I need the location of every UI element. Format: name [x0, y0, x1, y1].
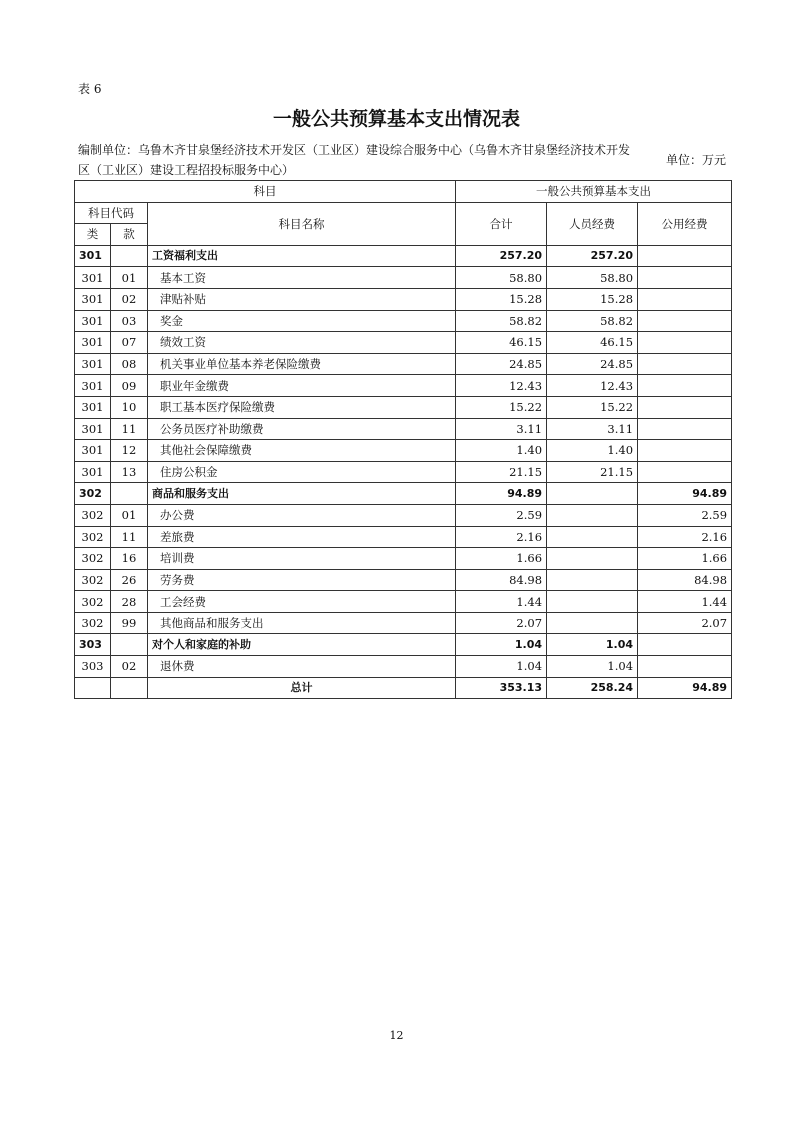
row-public	[638, 332, 732, 354]
row-kuan: 13	[111, 461, 148, 483]
row-subject-name: 工会经费	[148, 591, 456, 613]
row-lei: 301	[75, 310, 111, 332]
row-subject-name: 津贴补贴	[148, 288, 456, 310]
row-personnel: 15.28	[547, 288, 638, 310]
unit-label: 单位：万元	[666, 153, 727, 167]
row-kuan: 11	[111, 526, 148, 548]
row-subject-name: 绩效工资	[148, 332, 456, 354]
row-lei: 302	[75, 504, 111, 526]
row-personnel: 15.22	[547, 396, 638, 418]
row-total: 1.40	[456, 440, 547, 462]
row-personnel	[547, 591, 638, 613]
row-total: 94.89	[456, 483, 547, 505]
row-public: 84.98	[638, 569, 732, 591]
row-kuan	[111, 245, 148, 267]
row-kuan: 01	[111, 504, 148, 526]
row-public	[638, 634, 732, 656]
header-kuan: 款	[111, 224, 148, 246]
row-lei: 303	[75, 656, 111, 678]
row-subject-name: 职工基本医疗保险缴费	[148, 396, 456, 418]
row-public: 1.66	[638, 548, 732, 570]
row-subject-name: 劳务费	[148, 569, 456, 591]
header-subject-name: 科目名称	[148, 202, 456, 245]
row-kuan: 02	[111, 288, 148, 310]
row-total: 58.80	[456, 267, 547, 289]
row-kuan: 11	[111, 418, 148, 440]
row-total: 2.07	[456, 612, 547, 634]
table-row	[75, 504, 732, 526]
header-lei: 类	[75, 224, 111, 246]
row-total: 1.44	[456, 591, 547, 613]
row-total: 1.04	[456, 656, 547, 678]
row-personnel: 12.43	[547, 375, 638, 397]
row-total: 1.66	[456, 548, 547, 570]
row-subject-name: 退休费	[148, 656, 456, 678]
row-lei: 301	[75, 353, 111, 375]
row-lei: 302	[75, 548, 111, 570]
row-personnel: 1.04	[547, 634, 638, 656]
row-kuan	[111, 634, 148, 656]
row-total: 3.11	[456, 418, 547, 440]
header-total: 合计	[456, 202, 547, 245]
row-kuan: 12	[111, 440, 148, 462]
row-kuan: 03	[111, 310, 148, 332]
row-kuan: 16	[111, 548, 148, 570]
table-row	[75, 440, 732, 462]
row-subject-name: 其他商品和服务支出	[148, 612, 456, 634]
row-kuan: 02	[111, 656, 148, 678]
table-row	[75, 483, 732, 505]
page-number: 12	[389, 1029, 404, 1042]
row-public: 1.44	[638, 591, 732, 613]
row-lei: 301	[75, 461, 111, 483]
row-public	[638, 375, 732, 397]
total-row	[75, 677, 732, 699]
row-lei: 301	[75, 288, 111, 310]
row-total: 84.98	[456, 569, 547, 591]
row-lei: 301	[75, 418, 111, 440]
row-subject-name: 职业年金缴费	[148, 375, 456, 397]
header-personnel: 人员经费	[547, 202, 638, 245]
row-personnel: 3.11	[547, 418, 638, 440]
row-total: 24.85	[456, 353, 547, 375]
row-total: 21.15	[456, 461, 547, 483]
row-kuan: 01	[111, 267, 148, 289]
row-public	[638, 353, 732, 375]
row-lei: 301	[75, 267, 111, 289]
table-row	[75, 591, 732, 613]
row-public: 94.89	[638, 483, 732, 505]
row-personnel: 21.15	[547, 461, 638, 483]
table-row	[75, 569, 732, 591]
row-lei: 302	[75, 526, 111, 548]
total-public: 94.89	[638, 677, 732, 699]
row-personnel	[547, 569, 638, 591]
row-kuan: 28	[111, 591, 148, 613]
row-personnel: 58.80	[547, 267, 638, 289]
row-lei: 301	[75, 332, 111, 354]
row-kuan: 99	[111, 612, 148, 634]
row-subject-name: 对个人和家庭的补助	[148, 634, 456, 656]
row-kuan: 09	[111, 375, 148, 397]
row-public	[638, 310, 732, 332]
table-row	[75, 548, 732, 570]
row-subject-name: 住房公积金	[148, 461, 456, 483]
table-row	[75, 461, 732, 483]
table-row	[75, 267, 732, 289]
row-kuan: 26	[111, 569, 148, 591]
row-total: 46.15	[456, 332, 547, 354]
row-personnel	[547, 504, 638, 526]
row-total: 1.04	[456, 634, 547, 656]
total-label: 总计	[148, 677, 456, 699]
table-row	[75, 353, 732, 375]
row-public	[638, 288, 732, 310]
table-row	[75, 612, 732, 634]
row-personnel	[547, 548, 638, 570]
row-subject-name: 基本工资	[148, 267, 456, 289]
row-subject-name: 其他社会保障缴费	[148, 440, 456, 462]
row-lei: 302	[75, 612, 111, 634]
page-title: 一般公共预算基本支出情况表	[272, 108, 520, 130]
header-public: 公用经费	[638, 202, 732, 245]
row-personnel	[547, 526, 638, 548]
row-total: 2.16	[456, 526, 547, 548]
total-sum: 353.13	[456, 677, 547, 699]
row-lei: 302	[75, 483, 111, 505]
row-public	[638, 267, 732, 289]
row-lei: 303	[75, 634, 111, 656]
row-public	[638, 418, 732, 440]
row-total: 2.59	[456, 504, 547, 526]
row-subject-name: 公务员医疗补助缴费	[148, 418, 456, 440]
row-public	[638, 461, 732, 483]
row-personnel: 46.15	[547, 332, 638, 354]
row-subject-name: 奖金	[148, 310, 456, 332]
row-personnel: 24.85	[547, 353, 638, 375]
row-total: 15.28	[456, 288, 547, 310]
row-lei: 302	[75, 569, 111, 591]
header-subject-code: 科目代码	[75, 202, 148, 224]
row-personnel: 257.20	[547, 245, 638, 267]
row-personnel	[547, 483, 638, 505]
row-subject-name: 办公费	[148, 504, 456, 526]
header-basic-expenditure: 一般公共预算基本支出	[456, 181, 732, 203]
row-subject-name: 差旅费	[148, 526, 456, 548]
total-personnel: 258.24	[547, 677, 638, 699]
row-lei: 301	[75, 396, 111, 418]
table-row	[75, 418, 732, 440]
row-kuan: 08	[111, 353, 148, 375]
row-public: 2.59	[638, 504, 732, 526]
row-personnel: 1.40	[547, 440, 638, 462]
table-row	[75, 332, 732, 354]
row-total: 257.20	[456, 245, 547, 267]
row-personnel: 58.82	[547, 310, 638, 332]
row-kuan: 10	[111, 396, 148, 418]
row-kuan: 07	[111, 332, 148, 354]
table-row	[75, 634, 732, 656]
table-row	[75, 245, 732, 267]
row-subject-name: 商品和服务支出	[148, 483, 456, 505]
table-row	[75, 375, 732, 397]
row-personnel: 1.04	[547, 656, 638, 678]
table-label: 表 6	[78, 82, 102, 96]
row-public: 2.16	[638, 526, 732, 548]
row-public	[638, 656, 732, 678]
table-row	[75, 656, 732, 678]
row-subject-name: 工资福利支出	[148, 245, 456, 267]
row-kuan	[111, 483, 148, 505]
row-public	[638, 440, 732, 462]
row-lei: 301	[75, 440, 111, 462]
row-public	[638, 396, 732, 418]
row-total: 15.22	[456, 396, 547, 418]
row-lei: 302	[75, 591, 111, 613]
row-lei: 301	[75, 375, 111, 397]
row-total: 58.82	[456, 310, 547, 332]
row-public	[638, 245, 732, 267]
row-subject-name: 机关事业单位基本养老保险缴费	[148, 353, 456, 375]
row-total: 12.43	[456, 375, 547, 397]
table-row	[75, 396, 732, 418]
row-subject-name: 培训费	[148, 548, 456, 570]
header-subject: 科目	[75, 181, 456, 203]
row-public: 2.07	[638, 612, 732, 634]
budget-table	[74, 180, 732, 699]
table-row	[75, 288, 732, 310]
compiling-unit: 编制单位：乌鲁木齐甘泉堡经济技术开发区（工业区）建设综合服务中心（乌鲁木齐甘泉堡经济技术开发区（工业区）建设工程招投标服务中心）	[78, 143, 631, 177]
row-lei: 301	[75, 245, 111, 267]
table-row	[75, 526, 732, 548]
row-personnel	[547, 612, 638, 634]
table-row	[75, 310, 732, 332]
